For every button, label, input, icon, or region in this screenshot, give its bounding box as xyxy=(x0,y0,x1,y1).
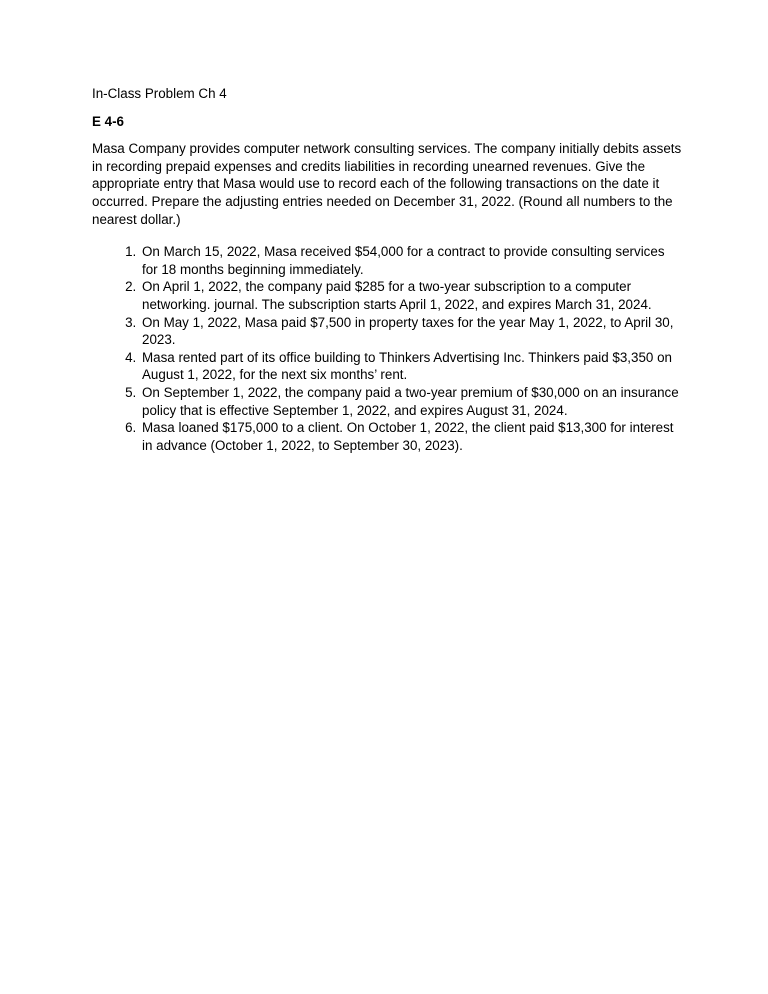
document-heading: In-Class Problem Ch 4 xyxy=(92,86,227,101)
transaction-item: 4. Masa rented part of its office building to Thinkers Advertising Inc. Thinkers paid $3,350 on August 1, 2022, for the next six months’ rent. xyxy=(140,349,682,384)
transaction-item: 6. Masa loaned $175,000 to a client. On October 1, 2022, the client paid $13,300 for interest in advance (October 1, 2022, to September 30, 2023). xyxy=(140,419,682,454)
problem-intro: Masa Company provides computer network consulting services. The company initially debits assets in recording prepaid expenses and credits liabilities in recording unearned revenues. Give the appropriate entry that Masa would use to record each of the following transactions on the date it occurred. Prepare the adjusting entries needed on December 31, 2022. (Round all numbers to the nearest dollar.) xyxy=(92,141,682,227)
document-body xyxy=(92,85,682,454)
transaction-item: 5. On September 1, 2022, the company paid a two-year premium of $30,000 on an insurance policy that is effective September 1, 2022, and expires August 31, 2024. xyxy=(140,384,682,419)
problem-id: E 4-6 xyxy=(92,113,125,129)
transaction-item: 1. On March 15, 2022, Masa received $54,000 for a contract to provide consulting services for 18 months beginning immediately. xyxy=(140,243,682,278)
transaction-item: 2. On April 1, 2022, the company paid $285 for a two-year subscription to a computer networking. journal. The subscription starts April 1, 2022, and expires March 31, 2024. xyxy=(140,278,682,313)
transaction-item: 3. On May 1, 2022, Masa paid $7,500 in property taxes for the year May 1, 2022, to April 30, 2023. xyxy=(140,314,682,349)
transaction-list xyxy=(92,243,682,454)
